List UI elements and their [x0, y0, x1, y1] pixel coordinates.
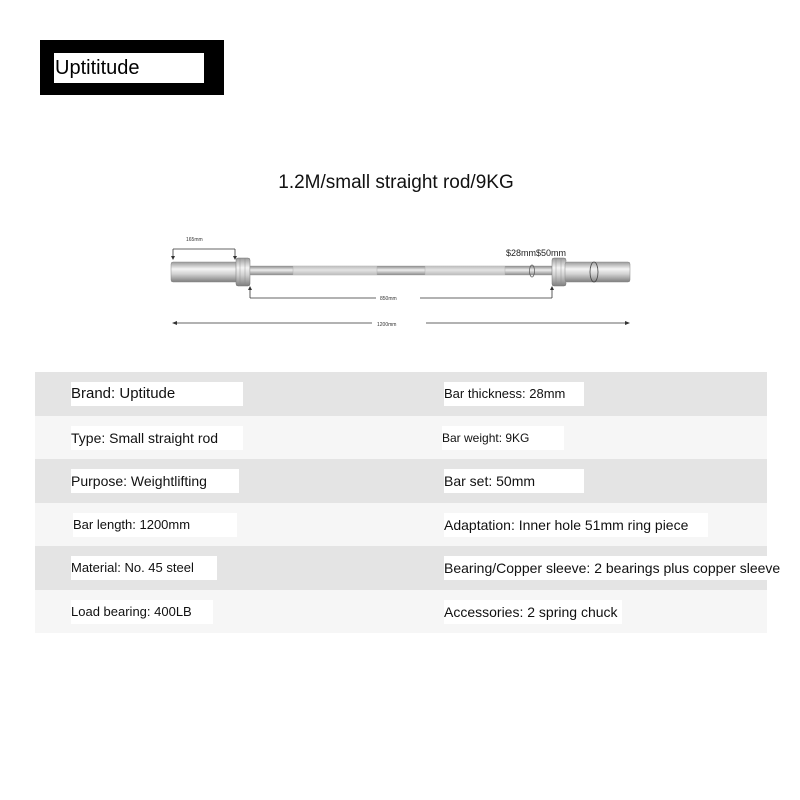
spec-brand: Brand: Uptitude: [71, 382, 243, 406]
spec-adaptation: Adaptation: Inner hole 51mm ring piece: [444, 513, 708, 537]
spec-row: [35, 416, 767, 460]
sleeve-length-label: 165mm: [186, 237, 203, 243]
spec-type: Type: Small straight rod: [71, 426, 243, 450]
shaft-length-label: 850mm: [380, 296, 397, 302]
spec-row: [35, 459, 767, 503]
spec-bar-thickness: Bar thickness: 28mm: [444, 382, 584, 406]
spec-material: Material: No. 45 steel: [71, 556, 217, 580]
spec-bearing: Bearing/Copper sleeve: 2 bearings plus copper sleeve: [444, 556, 789, 580]
brand-badge-text: Uptititude: [54, 53, 204, 83]
diameter-label: $28mm$50mm: [506, 248, 567, 258]
total-length-label: 1200mm: [377, 322, 397, 328]
spec-row: [35, 546, 781, 590]
brand-badge: [40, 40, 224, 95]
barbell-diagram: [160, 228, 640, 336]
spec-accessories: Accessories: 2 spring chuck: [444, 600, 622, 624]
sleeve-dimension-line: [171, 249, 237, 260]
spec-table: [35, 372, 781, 633]
spec-row: [35, 372, 767, 416]
spec-bar-length: Bar length: 1200mm: [73, 513, 237, 537]
spec-load-bearing: Load bearing: 400LB: [71, 600, 213, 624]
product-headline: 1.2M/small straight rod/9KG: [278, 172, 514, 193]
spec-purpose: Purpose: Weightlifting: [71, 469, 239, 493]
spec-row: [35, 590, 767, 634]
spec-bar-set: Bar set: 50mm: [444, 469, 584, 493]
barbell: [171, 258, 630, 286]
spec-bar-weight: Bar weight: 9KG: [442, 426, 564, 450]
spec-row: [35, 503, 767, 547]
